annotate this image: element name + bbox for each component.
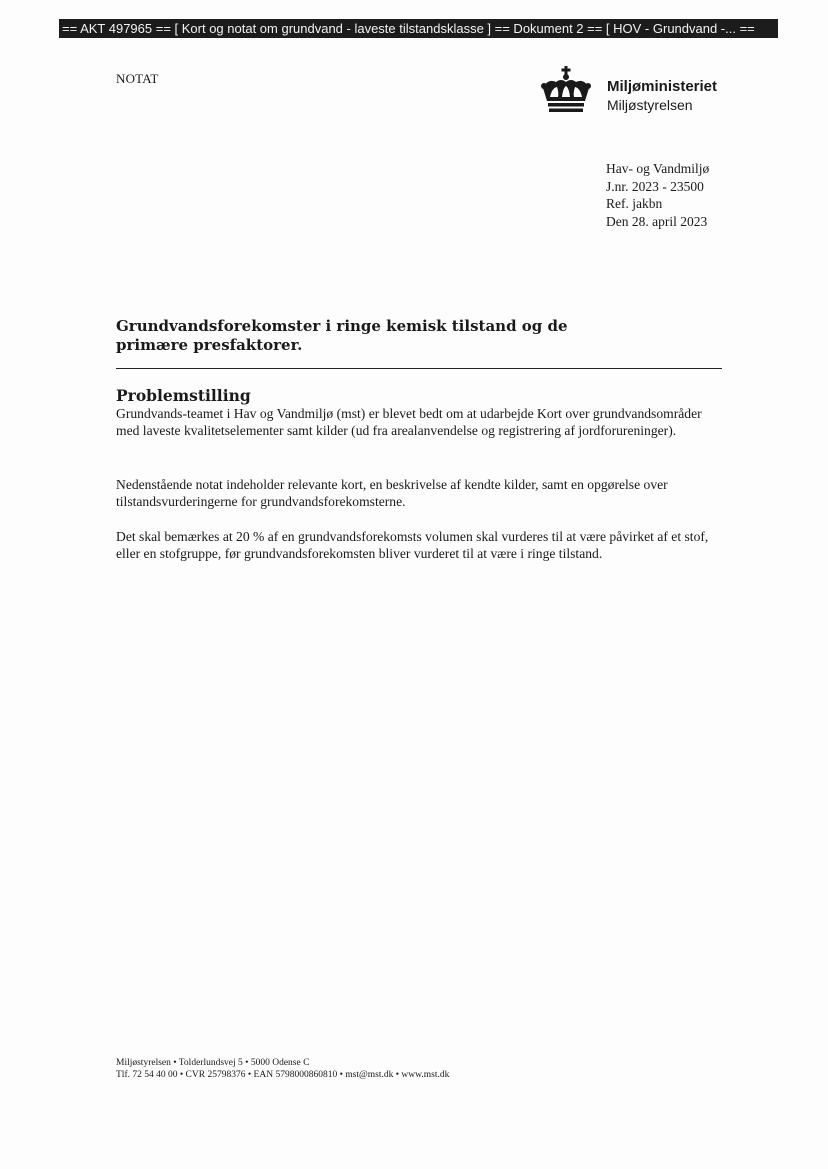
section-heading: Problemstilling <box>116 386 251 405</box>
footer-contact: Tlf. 72 54 40 00 • CVR 25798376 • EAN 5798000860810 • mst@mst.dk • www.mst.dk <box>116 1070 450 1080</box>
title-divider <box>116 368 722 369</box>
body-paragraph-1: Grundvands-teamet i Hav og Vandmiljø (mst) er blevet bedt om at udarbejde Kort over grundvandsområder med laveste kvalitetselementer samt kilder (ud fra arealanvendelse og registrering af jordforureninger). <box>116 406 702 438</box>
document-banner: == AKT 497965 == [ Kort og notat om grundvand - laveste tilstandsklasse ] == Dokument 2 == [ HOV - Grundvand -... == <box>59 19 778 38</box>
ministry-name: Miljøministeriet <box>607 78 718 95</box>
meta-department: Hav- og Vandmiljø <box>606 161 710 176</box>
document-type-label: NOTAT <box>116 71 159 86</box>
document-title: Grundvandsforekomster i ringe kemisk tilstand og de primære presfaktorer. <box>116 317 568 354</box>
meta-reference: Ref. jakbn <box>606 196 663 211</box>
document-meta <box>606 160 709 230</box>
footer-address: Miljøstyrelsen • Tolderlundsvej 5 • 5000 Odense C <box>116 1058 310 1068</box>
crown-icon <box>540 66 592 114</box>
agency-name: Miljøstyrelsen <box>607 97 693 113</box>
meta-journal-number: J.nr. 2023 - 23500 <box>606 178 704 194</box>
body-paragraph-2: Nedenstående notat indeholder relevante kort, en beskrivelse af kendte kilder, samt en opgørelse over tilstandsvurderingerne for grundvandsforekomsterne. <box>116 477 668 509</box>
ministry-logo <box>540 66 740 116</box>
meta-date: Den 28. april 2023 <box>606 213 708 229</box>
body-paragraph-3: Det skal bemærkes at 20 % af en grundvandsforekomsts volumen skal vurderes til at være påvirket af et stof, eller en stofgruppe, før grundvandsforekomsten bliver vurderet til at være i ringe tilstand. <box>116 529 709 561</box>
document-footer <box>116 1057 449 1081</box>
